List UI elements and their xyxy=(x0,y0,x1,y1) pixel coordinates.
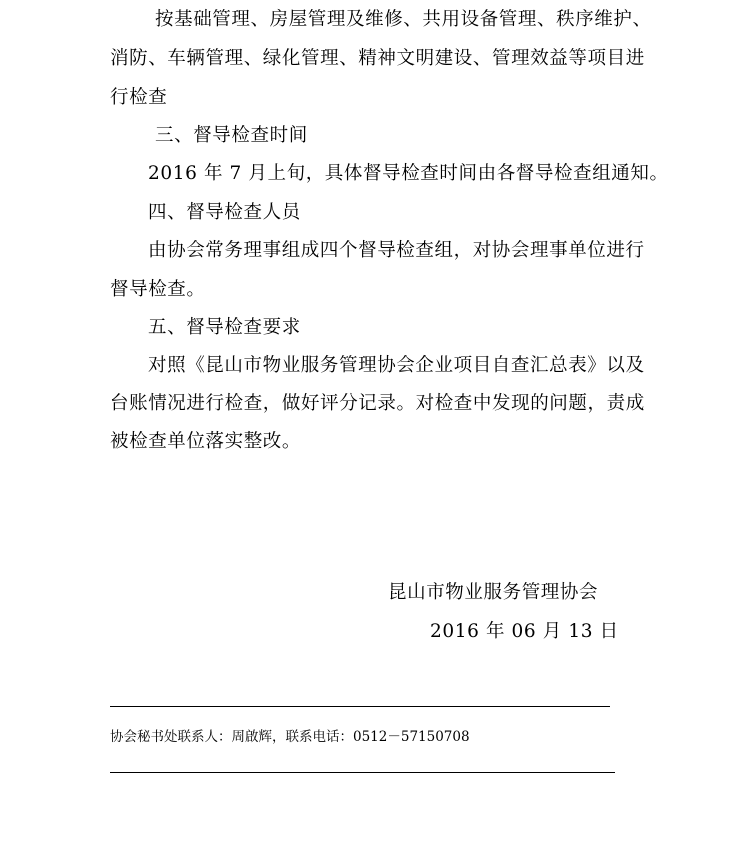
footer-contact: 协会秘书处联系人：周啟辉，联系电话：0512－57150708 xyxy=(110,729,470,745)
signature-org: 昆山市物业服务管理协会 xyxy=(388,582,599,603)
section-heading: 四、督导检查人员 xyxy=(148,202,301,223)
body-line: 督导检查。 xyxy=(110,279,206,300)
body-line: 由协会常务理事组成四个督导检查组，对协会理事单位进行 xyxy=(148,240,645,261)
body-line: 行检查 xyxy=(110,87,168,108)
footer-bottom-rule xyxy=(110,772,615,773)
section-heading: 五、督导检查要求 xyxy=(148,317,301,338)
body-line: 按基础管理、房屋管理及维修、共用设备管理、秩序维护、 xyxy=(155,9,652,30)
body-line: 消防、车辆管理、绿化管理、精神文明建设、管理效益等项目进 xyxy=(110,48,645,69)
body-line: 2016 年 7 月上旬，具体督导检查时间由各督导检查组通知。 xyxy=(148,163,669,184)
signature-date: 2016 年 06 月 13 日 xyxy=(430,621,619,642)
footer-top-rule xyxy=(110,706,610,707)
body-line: 台账情况进行检查，做好评分记录。对检查中发现的问题，责成 xyxy=(110,393,645,414)
section-heading: 三、督导检查时间 xyxy=(155,125,308,146)
body-line: 被检查单位落实整改。 xyxy=(110,431,302,452)
body-line: 对照《昆山市物业服务管理协会企业项目自查汇总表》以及 xyxy=(148,355,645,376)
